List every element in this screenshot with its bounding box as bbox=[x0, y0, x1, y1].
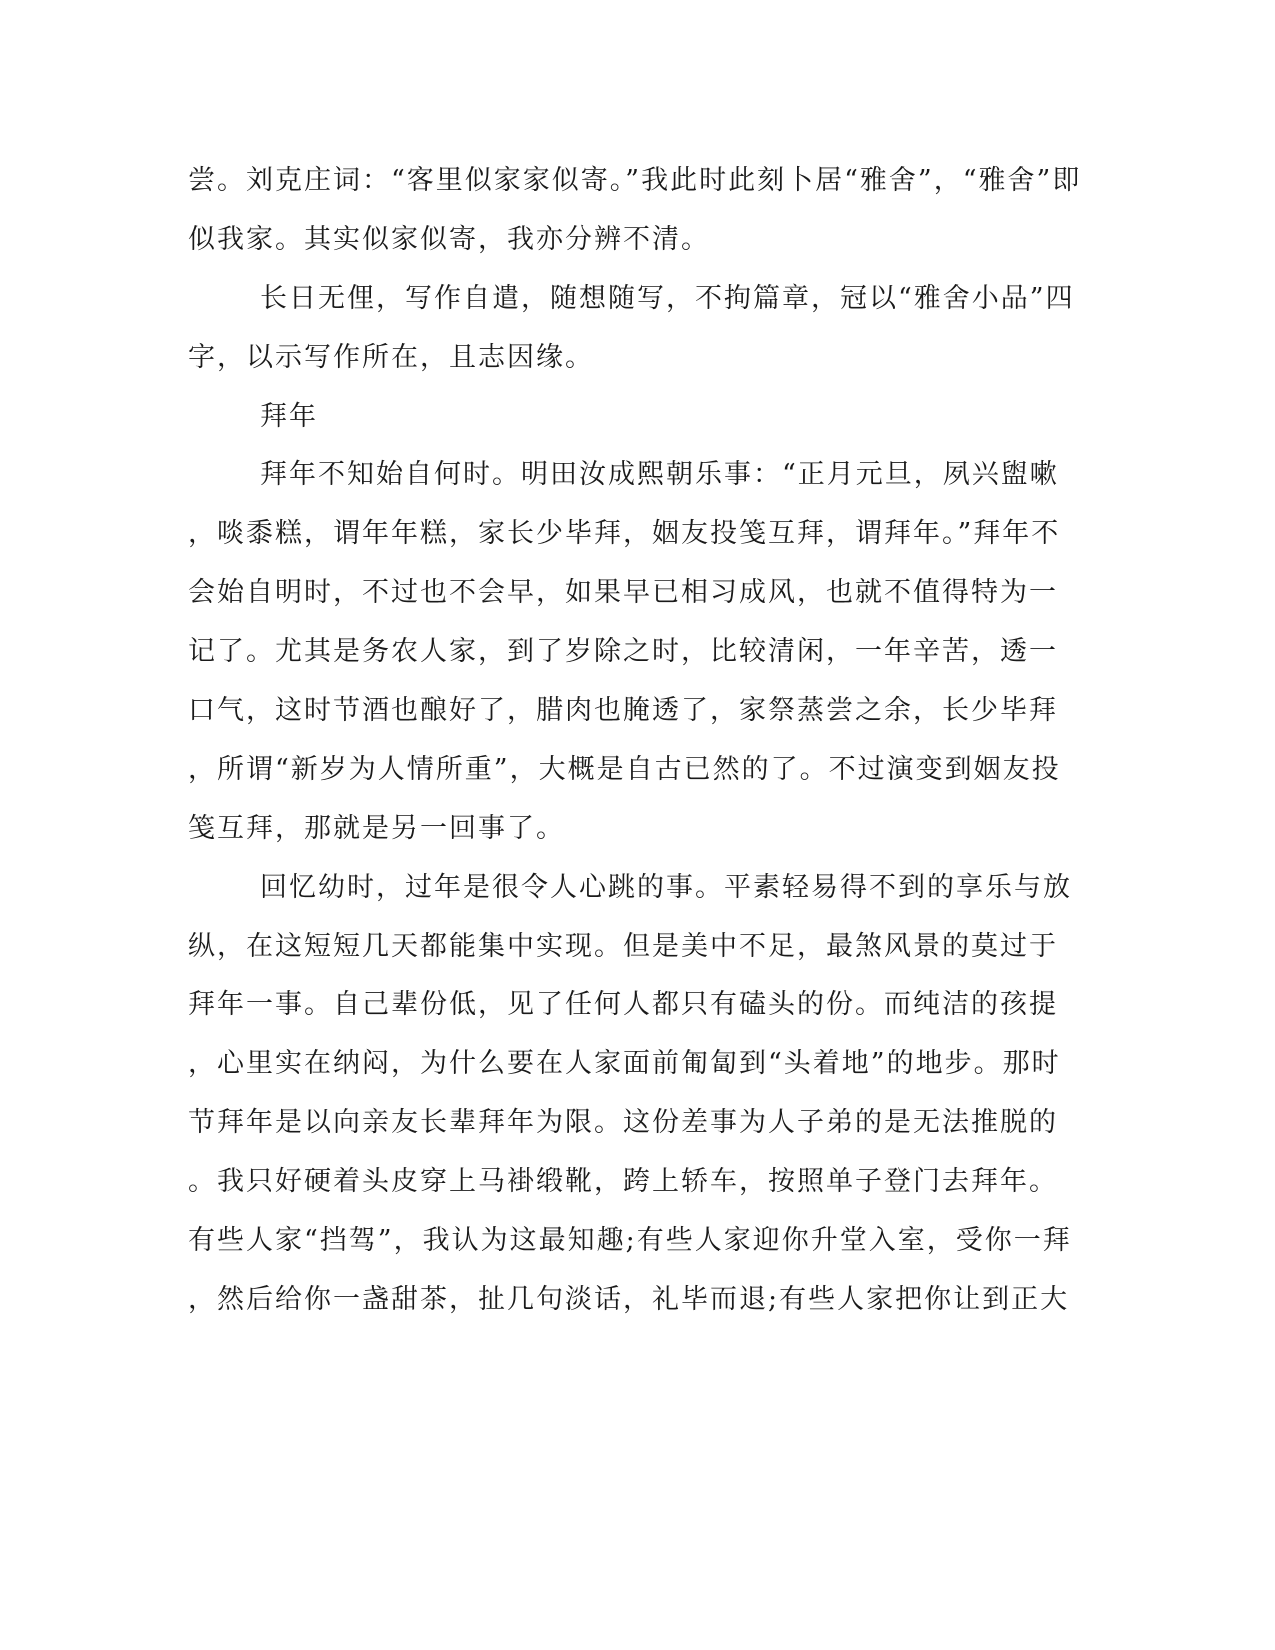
text-line: 。我只好硬着头皮穿上马褂缎靴，跨上轿车，按照单子登门去拜年。 bbox=[188, 1166, 1058, 1198]
text-line: ，所谓“新岁为人情所重”，大概是自古已然的了。不过演变到姻友投 bbox=[188, 753, 1061, 785]
section-heading: 拜年 bbox=[260, 400, 318, 432]
text-line: 尝。刘克庄词：“客里似家家似寄。”我此时此刻卜居“雅舍”，“雅舍”即 bbox=[188, 165, 1082, 196]
text-line: 会始自明时，不过也不会早，如果早已相习成风，也就不值得特为一 bbox=[188, 577, 1058, 609]
text-line: 口气，这时节酒也酿好了，腊肉也腌透了，家祭蒸尝之余，长少毕拜 bbox=[188, 695, 1058, 727]
text-line: 记了。尤其是务农人家，到了岁除之时，比较清闲，一年辛苦，透一 bbox=[188, 636, 1058, 668]
text-line: ，心里实在纳闷，为什么要在人家面前匍匐到“头着地”的地步。那时 bbox=[188, 1048, 1061, 1080]
text-line: 回忆幼时，过年是很令人心跳的事。平素轻易得不到的享乐与放 bbox=[260, 871, 1072, 903]
text-line: 节拜年是以向亲友长辈拜年为限。这份差事为人子弟的是无法推脱的 bbox=[188, 1107, 1058, 1139]
text-line: 似我家。其实似家似寄，我亦分辨不清。 bbox=[188, 223, 710, 255]
text-line: 拜年一事。自己辈份低，见了任何人都只有磕头的份。而纯洁的孩提 bbox=[188, 989, 1058, 1021]
text-line: 笺互拜，那就是另一回事了。 bbox=[188, 812, 565, 844]
text-line: ，啖黍糕，谓年年糕，家长少毕拜，姻友投笺互拜，谓拜年。”拜年不 bbox=[188, 518, 1061, 550]
text-line: 长日无俚，写作自遣，随想随写，不拘篇章，冠以“雅舍小品”四 bbox=[260, 282, 1075, 314]
text-line: 拜年不知始自何时。明田汝成熙朝乐事：“正月元旦，夙兴盥嗽 bbox=[260, 459, 1059, 491]
text-line: 纵，在这短短几天都能集中实现。但是美中不足，最煞风景的莫过于 bbox=[188, 930, 1058, 962]
text-line: ，然后给你一盏甜茶，扯几句淡话，礼毕而退;有些人家把你让到正大 bbox=[188, 1283, 1070, 1315]
text-line: 有些人家“挡驾”，我认为这最知趣;有些人家迎你升堂入室，受你一拜 bbox=[188, 1225, 1072, 1257]
text-line: 字，以示写作所在，且志因缘。 bbox=[188, 341, 594, 373]
body-text bbox=[188, 152, 1088, 1330]
